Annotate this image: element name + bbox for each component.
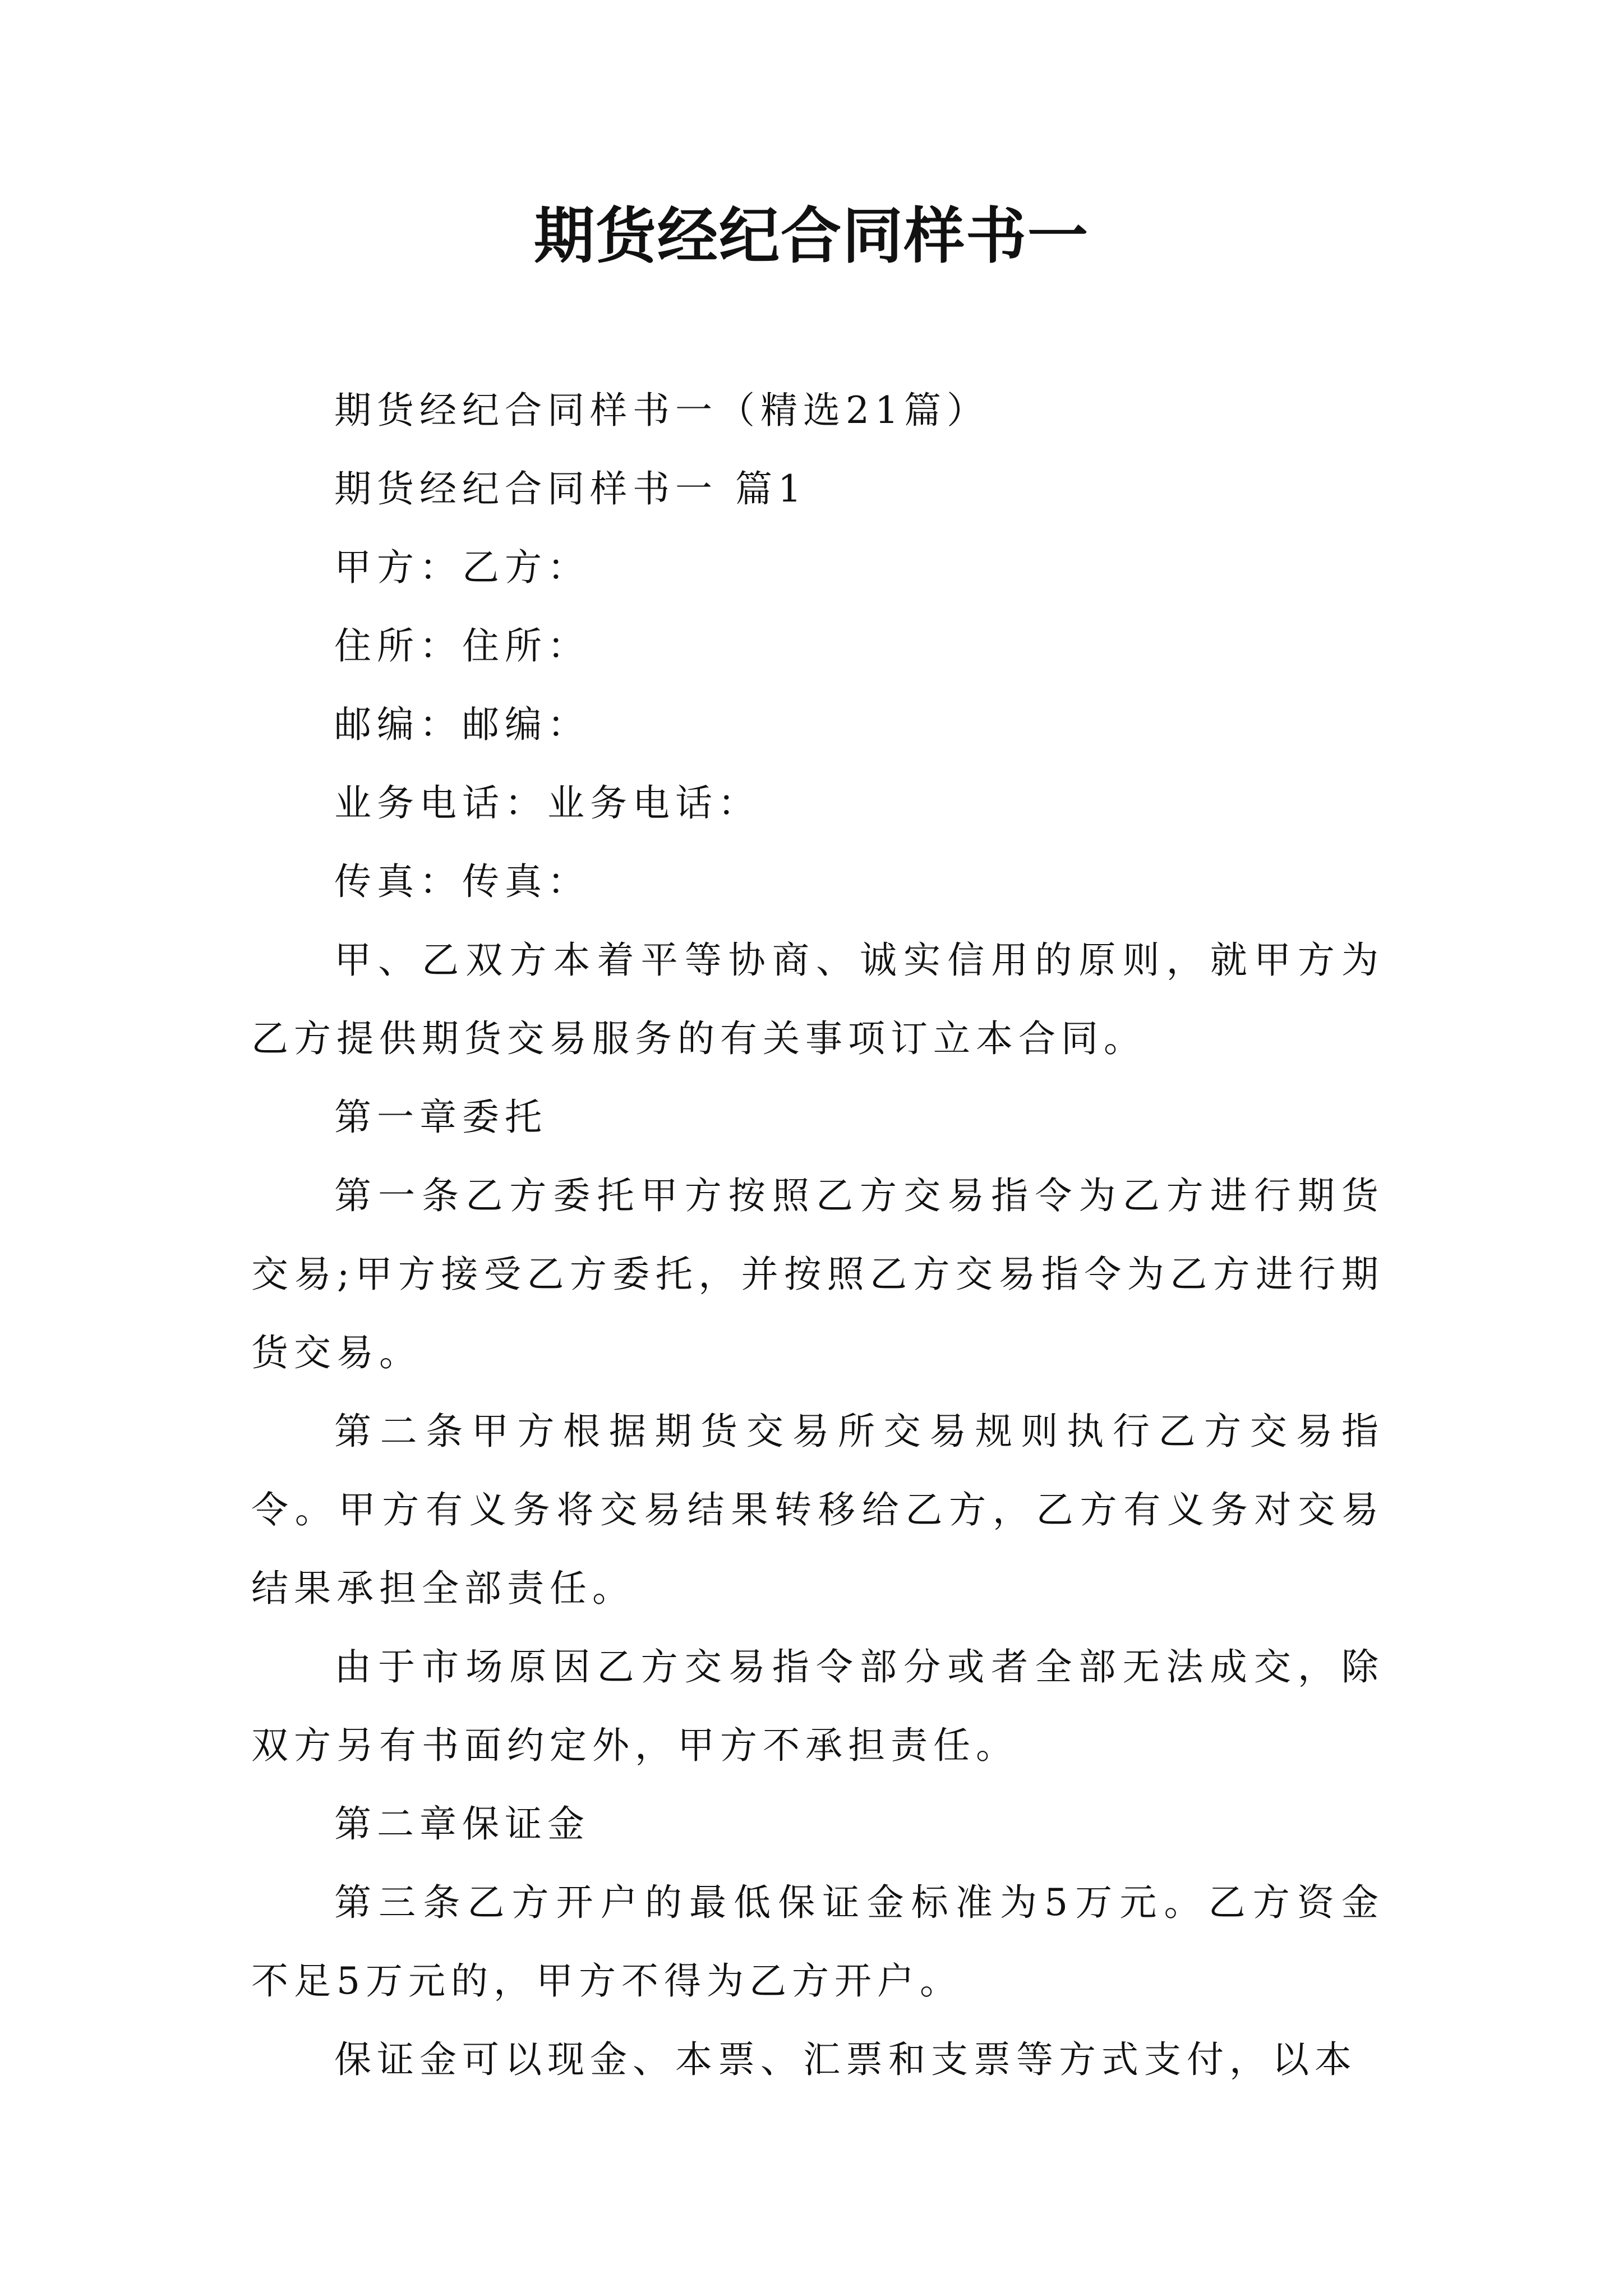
document-body (251, 371, 1384, 2099)
paragraph-addresses: 住所：住所： (334, 624, 590, 668)
paragraph-article-3: 第三条乙方开户的最低保证金标准为5万元。乙方资金不足5万元的，甲方不得为乙方开户。 (251, 1881, 1384, 2003)
paragraph-article-1: 第一条乙方委托甲方按照乙方交易指令为乙方进行期货交易;甲方接受乙方委托，并按照乙方交易指令为乙方进行期货交易。 (251, 1174, 1384, 1374)
paragraph-preamble: 甲、乙双方本着平等协商、诚实信用的原则，就甲方为乙方提供期货交易服务的有关事项订立本合同。 (251, 938, 1384, 1060)
paragraph-chapter-2: 第二章保证金 (334, 1802, 590, 1846)
paragraph-market-clause: 由于市场原因乙方交易指令部分或者全部无法成交，除双方另有书面约定外，甲方不承担责任。 (251, 1645, 1384, 1767)
paragraph-phones: 业务电话：业务电话： (334, 781, 760, 825)
paragraph-payment-methods: 保证金可以现金、本票、汇票和支票等方式支付，以本 (334, 2038, 1357, 2081)
paragraph-subtitle: 期货经纪合同样书一（精选21篇） (334, 389, 989, 432)
paragraph-party-names: 甲方：乙方： (334, 546, 590, 589)
paragraph-chapter-1: 第一章委托 (334, 1096, 547, 1139)
paragraph-postcodes: 邮编：邮编： (334, 703, 590, 746)
paragraph-article-2: 第二条甲方根据期货交易所交易规则执行乙方交易指令。甲方有义务将交易结果转移给乙方，乙方有义务对交易结果承担全部责任。 (251, 1410, 1384, 1610)
document-title: 期货经纪合同样书一 (533, 201, 1089, 272)
paragraph-faxes: 传真：传真： (334, 860, 590, 903)
paragraph-section-heading: 期货经纪合同样书一 篇1 (334, 467, 807, 510)
